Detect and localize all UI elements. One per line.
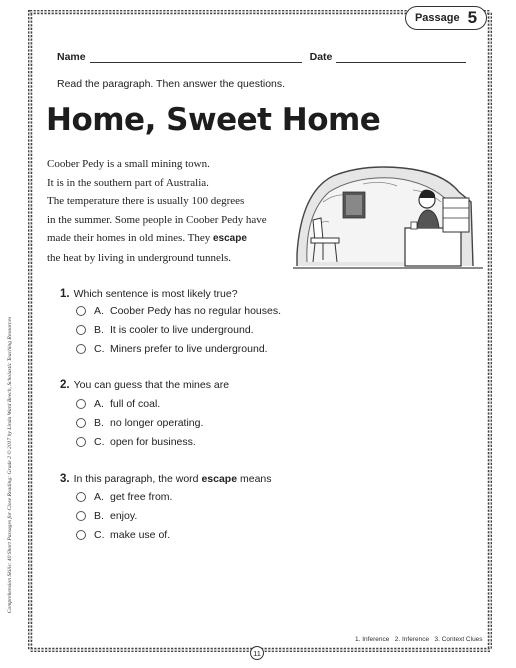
name-date-row (57, 51, 466, 63)
choice-1c[interactable] (76, 343, 268, 355)
copyright-notice (3, 285, 17, 645)
choice-1b[interactable] (76, 324, 254, 336)
choice-text: get free from. (110, 491, 173, 503)
page-number: 11 (250, 646, 264, 660)
radio-circle-icon[interactable] (76, 437, 86, 447)
choice-letter: A. (94, 305, 104, 317)
choice-letter: B. (94, 510, 104, 522)
skills-list: 1. Inference 2. Inference 3. Context Clues (355, 636, 483, 643)
radio-circle-icon[interactable] (76, 492, 86, 502)
page-title: Home, Sweet Home (46, 102, 381, 138)
choice-letter: C. (94, 436, 105, 448)
passage-line: It is in the southern part of Australia. (47, 176, 209, 189)
passage-badge (405, 6, 487, 30)
choice-text: no longer operating. (110, 417, 204, 429)
choice-text: It is cooler to live underground. (110, 324, 254, 336)
choice-text: enjoy. (110, 510, 138, 522)
copyright-text: Comprehension Skills: 40 Short Passages for Close Reading: Grade 2 © 2017 by Linda Ward Beech, Scholastic Teaching Resources (7, 316, 13, 614)
radio-circle-icon[interactable] (76, 344, 86, 354)
passage-line-text: made their homes in old mines. They (47, 232, 211, 245)
choice-letter: A. (94, 398, 104, 410)
passage-number: 5 (467, 8, 478, 27)
question-number: 1. (60, 288, 70, 300)
reading-passage (47, 155, 267, 268)
choice-text: Miners prefer to live underground. (110, 343, 268, 355)
passage-line: Coober Pedy is a small mining town. (47, 158, 210, 170)
choice-letter: B. (94, 324, 104, 336)
choice-text: make use of. (110, 529, 171, 541)
radio-circle-icon[interactable] (76, 325, 86, 335)
question-text: In this paragraph, the word (73, 473, 199, 485)
choice-letter: A. (94, 491, 104, 503)
choice-text: Coober Pedy has no regular houses. (110, 305, 282, 317)
question-1 (60, 288, 238, 300)
date-label: Date (309, 51, 333, 63)
instructions: Read the paragraph. Then answer the questions. (57, 78, 286, 90)
radio-circle-icon[interactable] (76, 418, 86, 428)
name-field[interactable] (90, 53, 302, 63)
radio-circle-icon[interactable] (76, 530, 86, 540)
question-text: You can guess that the mines are (73, 379, 230, 391)
question-text-end: means (239, 473, 272, 485)
choice-2b[interactable] (76, 417, 203, 429)
choice-letter: C. (94, 529, 105, 541)
choice-text: open for business. (110, 436, 196, 448)
radio-circle-icon[interactable] (76, 399, 86, 409)
passage-line: the heat by living in underground tunnels. (47, 251, 232, 264)
choice-1a[interactable] (76, 305, 281, 317)
choice-3a[interactable] (76, 491, 172, 503)
choice-text: full of coal. (110, 398, 161, 410)
passage-keyword: escape (213, 233, 247, 245)
passage-line: in the summer. Some people in Coober Pedy have (47, 213, 267, 226)
choice-letter: B. (94, 417, 104, 429)
passage-line: The temperature there is usually 100 degrees (47, 195, 245, 208)
choice-3b[interactable] (76, 510, 137, 522)
question-3 (60, 473, 272, 485)
radio-circle-icon[interactable] (76, 511, 86, 521)
choice-3c[interactable] (76, 529, 170, 541)
question-text: Which sentence is most likely true? (73, 288, 238, 300)
passage-line (47, 229, 267, 249)
passage-label: Passage (414, 12, 460, 24)
choice-2c[interactable] (76, 436, 196, 448)
choice-2a[interactable] (76, 398, 160, 410)
date-field[interactable] (336, 53, 466, 63)
question-number: 2. (60, 379, 70, 391)
question-number: 3. (60, 473, 70, 485)
radio-circle-icon[interactable] (76, 306, 86, 316)
name-label: Name (57, 51, 86, 63)
question-keyword: escape (201, 473, 238, 485)
underground-home-illustration (293, 162, 483, 270)
choice-letter: C. (94, 343, 105, 355)
question-2 (60, 379, 229, 391)
